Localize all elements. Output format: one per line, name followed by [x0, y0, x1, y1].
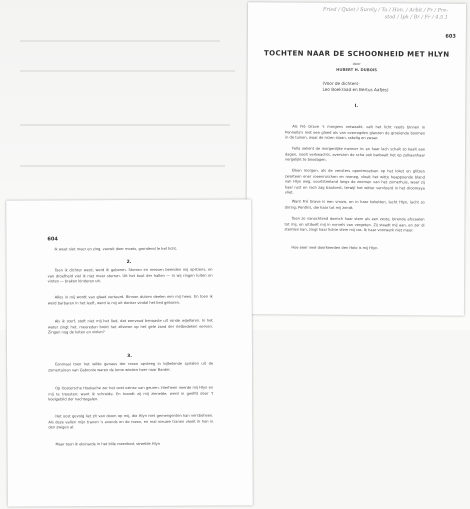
- ghost-text-line: [20, 124, 230, 126]
- author-name: HUBERT H. DUBOIS: [336, 66, 378, 73]
- paragraph: Fella oekent de morgenlijke meimer in; en haar lach schalt zo kaalt aan dagen, nooit verkwachts, averszon de scha ook barbaalt het op zulkaanhaar vergelijkt te boodagen.: [284, 146, 426, 162]
- section-number: 3.: [127, 353, 132, 360]
- paragraph: Ik weet niet meer en zing, vanwit doer moets, grondend le het licht.: [54, 246, 178, 252]
- document-page-603: [246, 2, 466, 316]
- paragraph: Toen zo vanochtend doench haar stem als een zeste, birende afscaalen tot mij, en uitdoelt mij in norvels van vergeten. Zij staadt mij aan, en zer di stemlen kan, zingt haar lichte stem mij ras. Ik haar voorwerk niet meer.: [284, 216, 425, 233]
- section-number: 2.: [126, 259, 132, 266]
- document-page-604: [6, 199, 253, 506]
- ghost-text-line: [20, 70, 235, 72]
- author-prefix: door: [352, 61, 361, 67]
- page-number: 603: [445, 33, 456, 40]
- ghost-text-line: [20, 40, 220, 42]
- handwritten-annotation: Fried / Quiet / Surely / To / Hon. / Arbit / Pr / Pre-stod / Iph / Br / Fr / 4.5.1: [322, 6, 449, 21]
- dedication-line: Leo Boekraad en Bertus Aafjes): [322, 86, 389, 93]
- paragraph: Als ik sterf, steft niet mij het lied, dat eenvoud benaaste uit ronde wijellaren. In het water zingt het, meereden brekt het zilveren op het gele zand der rietbedeken eerven. Zingen nog de luiten en violen?: [47, 318, 213, 335]
- paragraph: Op Oostersche Hoekache zer het oost ozinse van geuren. Hierheen neerde mij Hlyn en mij te treesten; want ik schreide. En toondt zij mij zienelde, werd in geelfd door 't koelgebild der nachtegalen.: [48, 385, 214, 402]
- story-title: TOCHTEN NAAR DE SCHOONHEID MET HLYN: [263, 49, 450, 59]
- dedication-line: (Voor de dichters-: [322, 80, 360, 87]
- paragraph: Maar toen ik eleinarde in het blile rozenbed, streelde Hlyn: [55, 441, 160, 447]
- paragraph: Het oost gevolg liet zit van doom op mij, die Hlyn niet gemengenten kan versboheen. Als deze vallen mijn tranen 's avonds en de rozen, en mal nieuwe tranen vloeit ik hen in den zwigen al.: [48, 413, 214, 430]
- page-number: 604: [47, 236, 58, 243]
- paragraph: Hoe eeer veel doorkeerden den Hele is mij Hlyn.: [291, 245, 379, 251]
- section-number: I.: [354, 103, 359, 110]
- ghost-text-line: [20, 165, 225, 167]
- paragraph: Want Fré Grave is een vrouw, en in haar koketten, lacht Hlyn, lacht zo dorsig; Penthis, die haar tot mij zondt.: [284, 199, 425, 210]
- paragraph: Als Fré Grave 's morgens ontwaakt, valt het licht reeds binnen in Pennella's met een gloed als van overrogden glanzen de groeiende boomen in de tuinen, waar de rozen staan, rakelig en zwaar.: [285, 124, 426, 141]
- paragraph: Alles in mij wordt van glaad verteerd. Binnen duisen deelen een mij heen. En toen ik werd barbaren in het leeft, werd ie mij uit donker vindal het lied geboren.: [47, 294, 213, 306]
- paragraph: Elken morgen, als de vensters opentmoetsen op het loket en glitzen zwarteen ener roeenruschen en roeneg, vloeit het witte heappoende bland van Hlyn weg, voortsteeland langs de zoomen van het zomerhuis, waar zij haar rust en rach zag baatvest, terwijl het witter vervloerd in het droomaya vliet.: [284, 168, 425, 195]
- dedication: [322, 81, 388, 93]
- paragraph: Toen ik dichter werd, werd ik geboren. Sterren en messen beenden mij opstiens, en van droefheid viel ik niet meer sterren. Uit het kout der hallen — in wij ringen luiten en vinten — braken kinderen uit.: [47, 267, 213, 284]
- paragraph: Eenmaal toen het wilde genaes der rosen opsteeg in bijbelende spiralen uit de zomertuinen van Gabronie waren de lome winden heer naar Barder.: [48, 361, 214, 373]
